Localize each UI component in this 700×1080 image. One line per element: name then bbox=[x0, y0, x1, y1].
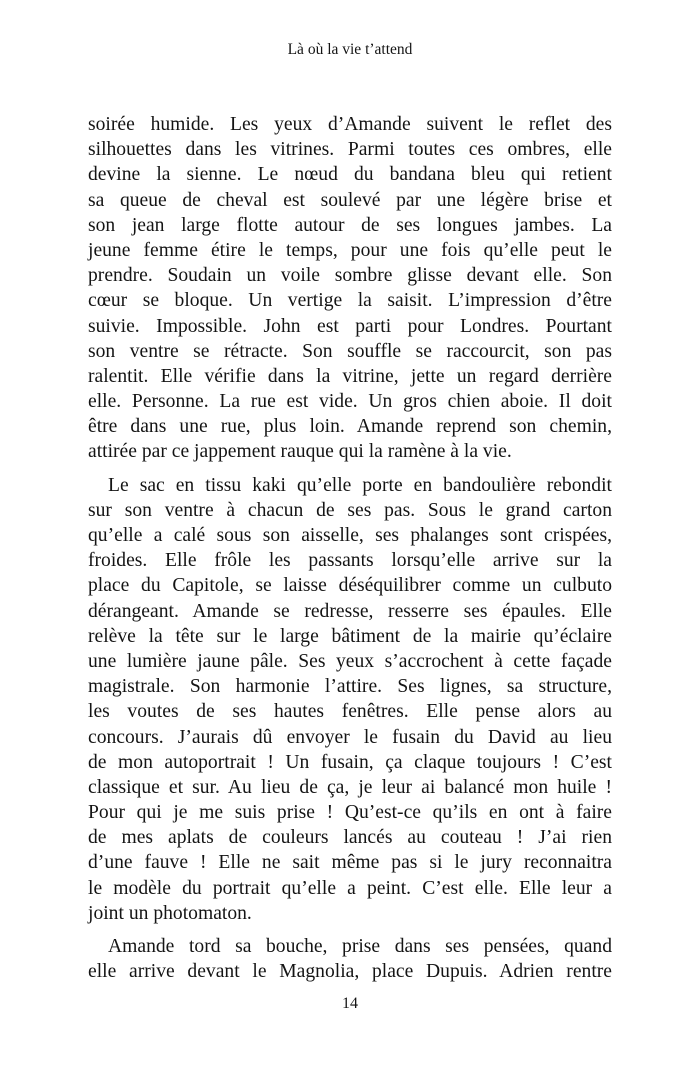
text-line: les voutes de ses hautes fenêtres. Elle pense alors au bbox=[88, 701, 612, 723]
text-line: classique et sur. Au lieu de ça, je leur ai balancé mon huile ! bbox=[88, 776, 612, 798]
text-line: le modèle du portrait qu’elle a peint. C’est elle. Elle leur a bbox=[88, 877, 612, 899]
text-line: une lumière jaune pâle. Ses yeux s’accrochent à cette façade bbox=[88, 650, 612, 672]
text-line: Amande tord sa bouche, prise dans ses pensées, quand bbox=[108, 936, 612, 957]
text-line: ralentit. Elle vérifie dans la vitrine, jette un regard derrière bbox=[88, 365, 612, 387]
page-body-text bbox=[88, 112, 612, 984]
text-line: suivie. Impossible. John est parti pour Londres. Pourtant bbox=[88, 315, 612, 337]
text-line: de mes aplats de couleurs lancés au couteau ! J’ai rien bbox=[88, 827, 612, 849]
text-line: son jean large flotte autour de ses longues jambes. La bbox=[88, 214, 612, 236]
text-line: de mon autoportrait ! Un fusain, ça claque toujours ! C’est bbox=[88, 751, 612, 773]
text-line: soirée humide. Les yeux d’Amande suivent le reflet des bbox=[88, 114, 612, 135]
text-line: place du Capitole, se laisse déséquilibrer comme un culbuto bbox=[88, 575, 612, 597]
text-line: devine la sienne. Le nœud du bandana bleu qui retient bbox=[88, 164, 612, 186]
paragraph-1 bbox=[88, 112, 612, 465]
text-line: concours. J’aurais dû envoyer le fusain du David au lieu bbox=[88, 726, 612, 748]
text-line: cœur se bloque. Un vertige la saisit. L’impression d’être bbox=[88, 290, 612, 312]
text-line: relève la tête sur le large bâtiment de la mairie qu’éclaire bbox=[88, 625, 612, 647]
text-line: joint un photomaton. bbox=[88, 902, 252, 924]
text-line: elle arrive devant le Magnolia, place Dupuis. Adrien rentre bbox=[88, 961, 612, 983]
text-line: sur son ventre à chacun de ses pas. Sous le grand carton bbox=[88, 499, 612, 521]
text-line: elle. Personne. La rue est vide. Un gros chien aboie. Il doit bbox=[88, 391, 612, 413]
text-line: son ventre se rétracte. Son souffle se raccourcit, son pas bbox=[88, 340, 612, 362]
text-line: froides. Elle frôle les passants lorsqu’elle arrive sur la bbox=[88, 550, 612, 572]
running-header: Là où la vie t’attend bbox=[287, 41, 413, 58]
text-line: attirée par ce jappement rauque qui la ramène à la vie. bbox=[88, 441, 512, 463]
paragraph-2 bbox=[88, 473, 612, 926]
paragraph-3 bbox=[88, 934, 612, 984]
text-line: prendre. Soudain un voile sombre glisse devant elle. Son bbox=[88, 265, 612, 287]
text-line: dérangeant. Amande se redresse, resserre ses épaules. Elle bbox=[88, 600, 612, 622]
page-number: 14 bbox=[342, 995, 358, 1012]
text-line: Pour qui je me suis prise ! Qu’est-ce qu’ils en ont à faire bbox=[88, 802, 612, 824]
text-line: être dans une rue, plus loin. Amande reprend son chemin, bbox=[88, 416, 612, 438]
text-line: jeune femme étire le temps, pour une fois qu’elle peut le bbox=[88, 239, 612, 261]
text-line: magistrale. Son harmonie l’attire. Ses lignes, sa structure, bbox=[88, 676, 612, 698]
text-line: d’une fauve ! Elle ne sait même pas si le jury reconnaitra bbox=[88, 852, 612, 874]
text-line: sa queue de cheval est soulevé par une légère brise et bbox=[88, 189, 612, 211]
text-line: qu’elle a calé sous son aisselle, ses phalanges sont crispées, bbox=[88, 525, 612, 546]
text-line: Le sac en tissu kaki qu’elle porte en bandoulière rebondit bbox=[108, 474, 612, 496]
text-line: silhouettes dans les vitrines. Parmi toutes ces ombres, elle bbox=[88, 139, 612, 161]
